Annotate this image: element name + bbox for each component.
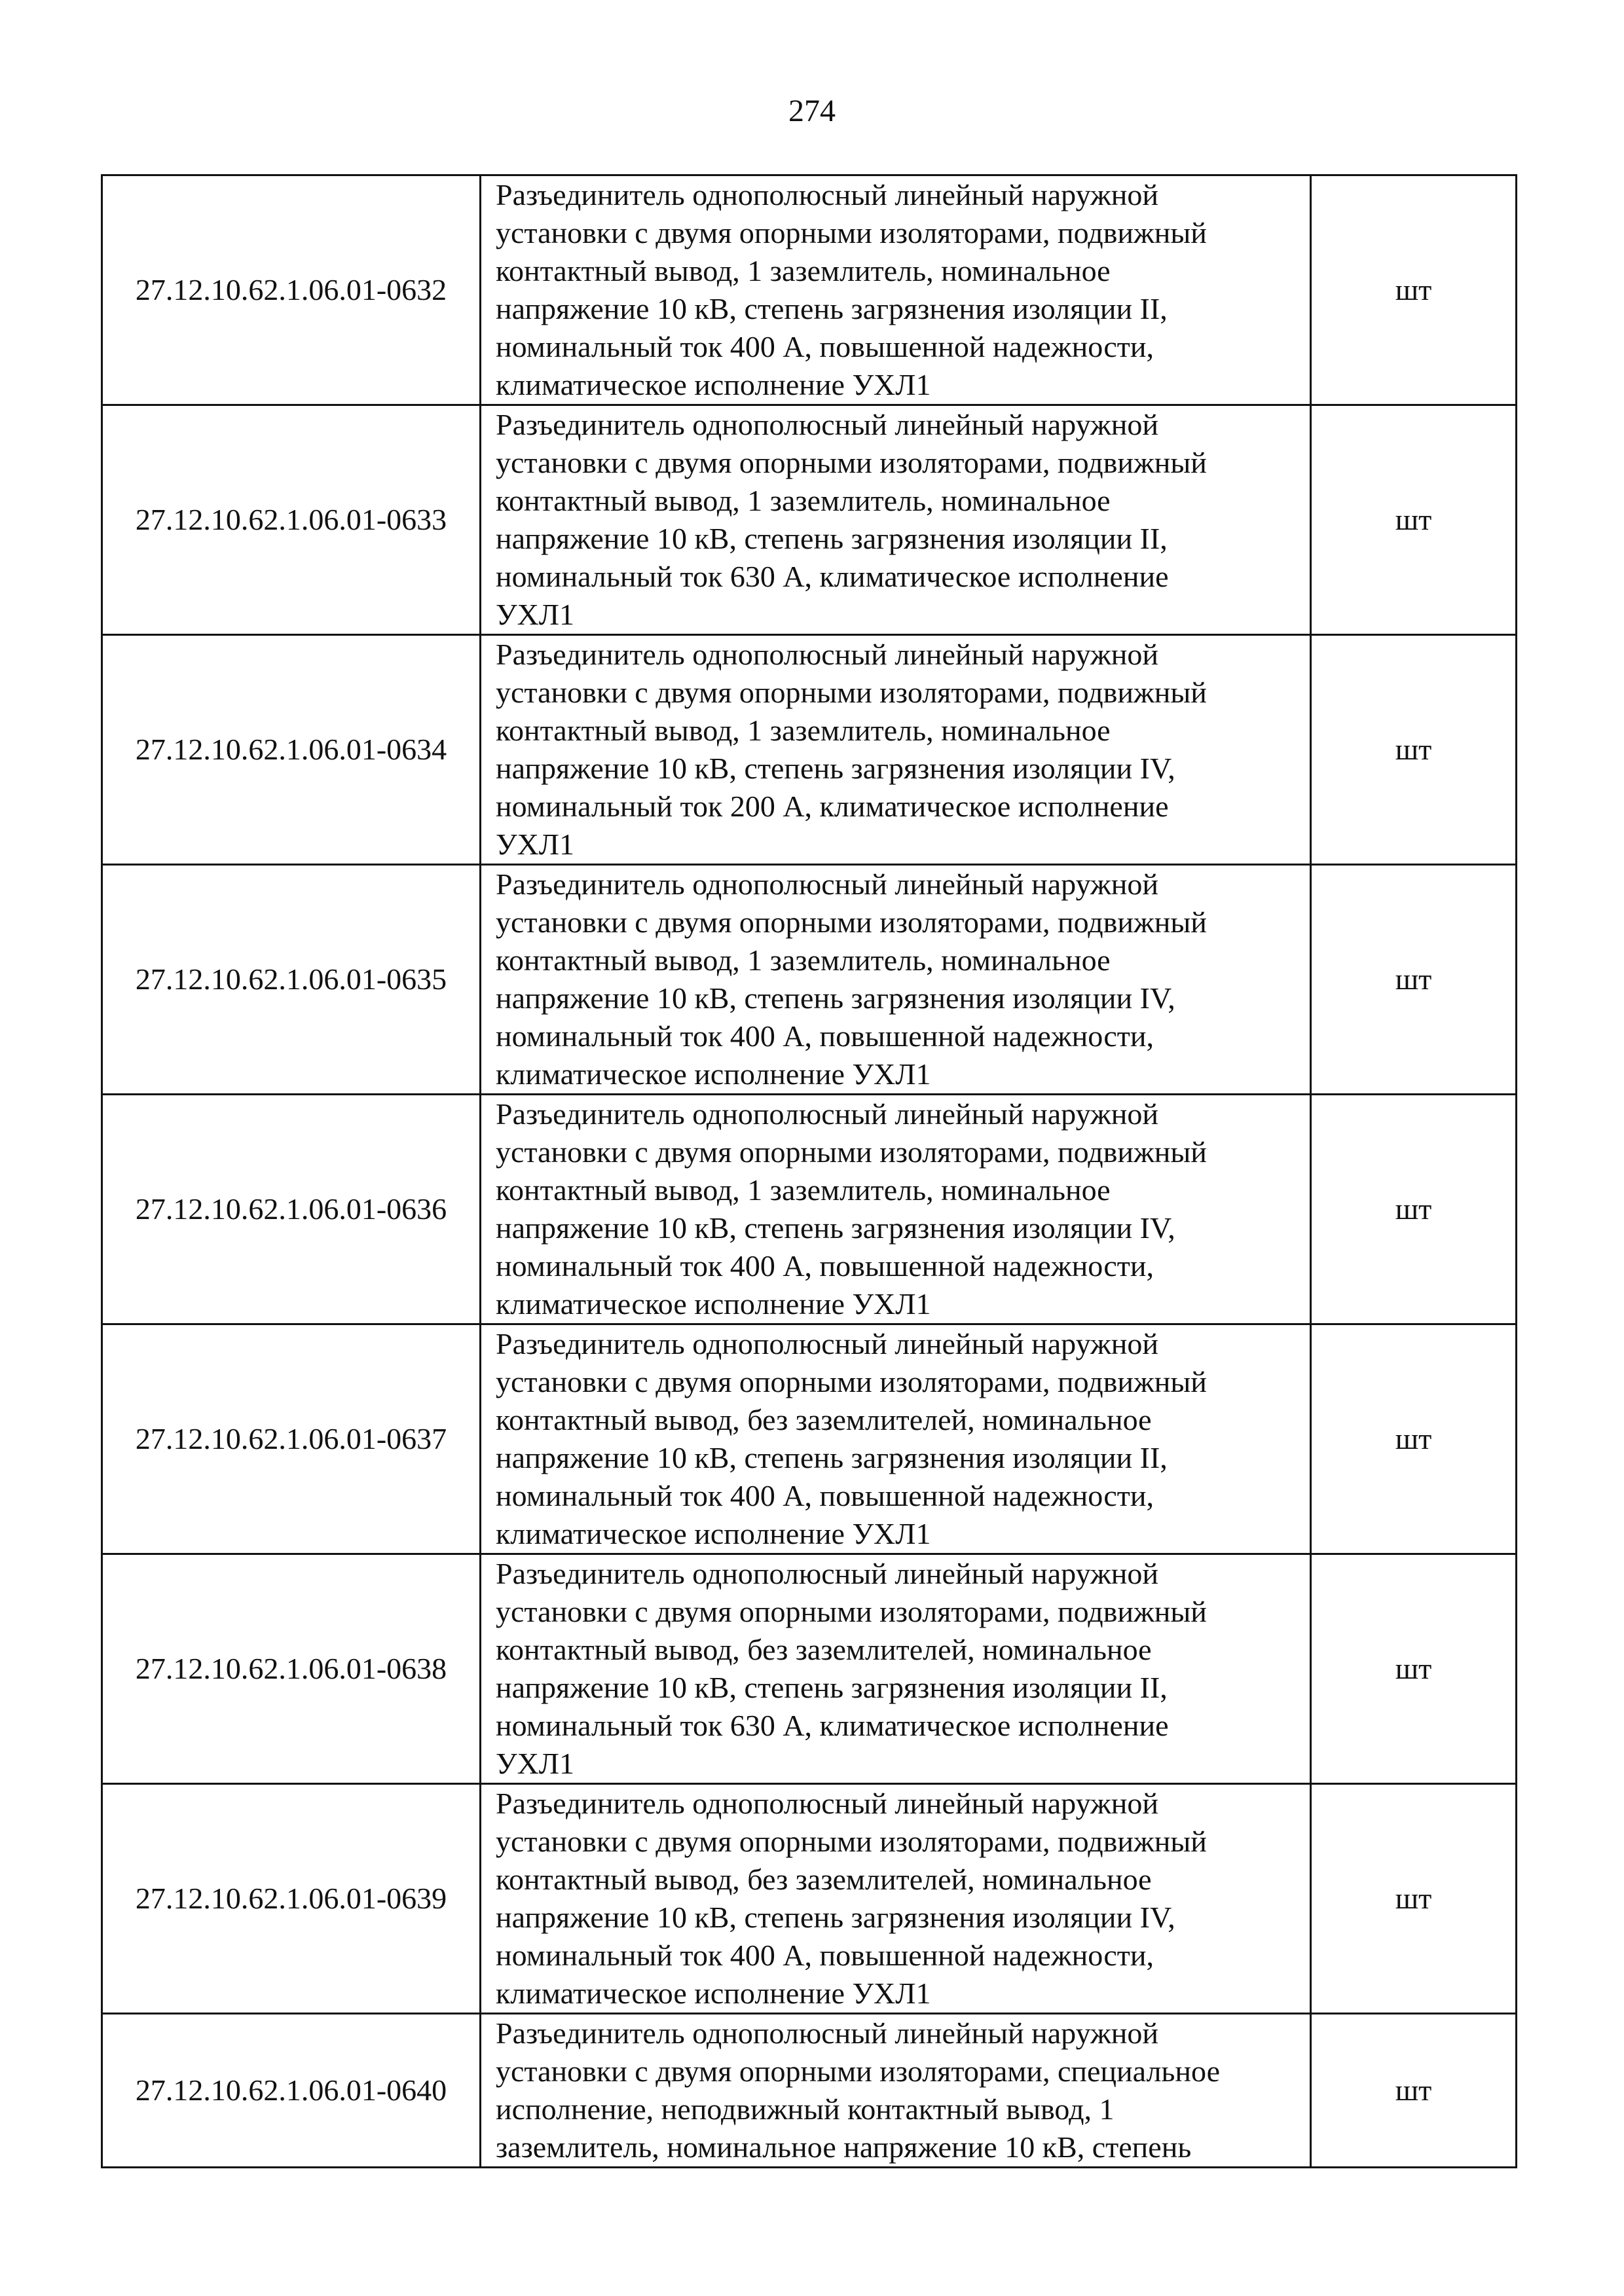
item-description: [481, 405, 1311, 635]
item-code: 27.12.10.62.1.06.01-0637: [102, 1324, 481, 1554]
description-line: установки с двумя опорными изоляторами, подвижный: [496, 1825, 1207, 1858]
description-line: установки с двумя опорными изоляторами, подвижный: [496, 676, 1207, 709]
description-line: контактный вывод, 1 заземлитель, номинальное: [496, 484, 1111, 517]
description-line: установки с двумя опорными изоляторами, подвижный: [496, 446, 1207, 479]
description-line: контактный вывод, 1 заземлитель, номинальное: [496, 1173, 1111, 1207]
table-body: [102, 175, 1517, 2168]
description-line: УХЛ1: [496, 1747, 574, 1780]
description-line: напряжение 10 кВ, степень загрязнения изоляции II,: [496, 1671, 1168, 1704]
description-line: Разъединитель однополюсный линейный наружной: [496, 867, 1158, 901]
spec-table: [101, 174, 1517, 2168]
item-unit: шт: [1311, 1095, 1517, 1324]
item-unit: шт: [1311, 1784, 1517, 2014]
description-line: напряжение 10 кВ, степень загрязнения изоляции IV,: [496, 981, 1175, 1015]
description-line: климатическое исполнение УХЛ1: [496, 368, 931, 401]
page-number: 274: [788, 94, 836, 128]
item-description: [481, 175, 1311, 405]
item-description: [481, 635, 1311, 865]
table-row: [102, 1554, 1517, 1784]
description-line: напряжение 10 кВ, степень загрязнения изоляции IV,: [496, 1901, 1175, 1934]
description-line: номинальный ток 630 А, климатическое исполнение: [496, 560, 1169, 593]
table-row: [102, 1324, 1517, 1554]
description-line: УХЛ1: [496, 598, 574, 631]
description-line: Разъединитель однополюсный линейный наружной: [496, 2016, 1158, 2050]
item-description: [481, 865, 1311, 1095]
item-code: 27.12.10.62.1.06.01-0634: [102, 635, 481, 865]
description-line: номинальный ток 400 А, повышенной надежности,: [496, 1939, 1154, 1972]
table-row: [102, 635, 1517, 865]
item-code: 27.12.10.62.1.06.01-0632: [102, 175, 481, 405]
item-unit: шт: [1311, 635, 1517, 865]
description-line: заземлитель, номинальное напряжение 10 кВ, степень: [496, 2130, 1192, 2164]
description-line: климатическое исполнение УХЛ1: [496, 1057, 931, 1091]
description-line: климатическое исполнение УХЛ1: [496, 1977, 931, 2010]
description-line: номинальный ток 200 А, климатическое исполнение: [496, 790, 1169, 823]
description-line: установки с двумя опорными изоляторами, специальное: [496, 2054, 1220, 2088]
table-row: [102, 1095, 1517, 1324]
item-unit: шт: [1311, 175, 1517, 405]
description-line: Разъединитель однополюсный линейный наружной: [496, 408, 1158, 441]
description-line: напряжение 10 кВ, степень загрязнения изоляции II,: [496, 292, 1168, 325]
table-row: [102, 405, 1517, 635]
description-line: контактный вывод, без заземлителей, номинальное: [496, 1633, 1152, 1666]
description-line: напряжение 10 кВ, степень загрязнения изоляции II,: [496, 522, 1168, 555]
item-description: [481, 1784, 1311, 2014]
description-line: климатическое исполнение УХЛ1: [496, 1287, 931, 1321]
description-line: климатическое исполнение УХЛ1: [496, 1517, 931, 1550]
description-line: Разъединитель однополюсный линейный наружной: [496, 1097, 1158, 1131]
description-line: напряжение 10 кВ, степень загрязнения изоляции IV,: [496, 752, 1175, 785]
table-row: [102, 175, 1517, 405]
item-unit: шт: [1311, 1554, 1517, 1784]
description-line: установки с двумя опорными изоляторами, подвижный: [496, 1135, 1207, 1169]
description-line: установки с двумя опорными изоляторами, подвижный: [496, 1365, 1207, 1398]
table-row: [102, 2014, 1517, 2168]
item-code: 27.12.10.62.1.06.01-0639: [102, 1784, 481, 2014]
item-unit: шт: [1311, 405, 1517, 635]
table-row: [102, 1784, 1517, 2014]
description-line: установки с двумя опорными изоляторами, подвижный: [496, 1595, 1207, 1628]
description-line: Разъединитель однополюсный линейный наружной: [496, 1557, 1158, 1590]
description-line: установки с двумя опорными изоляторами, подвижный: [496, 905, 1207, 939]
description-line: установки с двумя опорными изоляторами, подвижный: [496, 216, 1207, 249]
description-line: контактный вывод, 1 заземлитель, номинальное: [496, 943, 1111, 977]
item-unit: шт: [1311, 1324, 1517, 1554]
description-line: исполнение, неподвижный контактный вывод, 1: [496, 2092, 1115, 2126]
description-line: номинальный ток 400 А, повышенной надежности,: [496, 330, 1154, 363]
description-line: Разъединитель однополюсный линейный наружной: [496, 178, 1158, 211]
item-code: 27.12.10.62.1.06.01-0640: [102, 2014, 481, 2168]
description-line: номинальный ток 400 А, повышенной надежности,: [496, 1019, 1154, 1053]
description-line: напряжение 10 кВ, степень загрязнения изоляции II,: [496, 1441, 1168, 1474]
description-line: Разъединитель однополюсный линейный наружной: [496, 1787, 1158, 1820]
description-line: напряжение 10 кВ, степень загрязнения изоляции IV,: [496, 1211, 1175, 1245]
item-unit: шт: [1311, 2014, 1517, 2168]
item-description: [481, 1095, 1311, 1324]
description-line: номинальный ток 630 А, климатическое исполнение: [496, 1709, 1169, 1742]
table-row: [102, 865, 1517, 1095]
description-line: номинальный ток 400 А, повышенной надежности,: [496, 1249, 1154, 1283]
item-code: 27.12.10.62.1.06.01-0633: [102, 405, 481, 635]
item-description: [481, 1554, 1311, 1784]
description-line: контактный вывод, 1 заземлитель, номинальное: [496, 254, 1111, 287]
description-line: УХЛ1: [496, 828, 574, 861]
description-line: Разъединитель однополюсный линейный наружной: [496, 638, 1158, 671]
item-description: [481, 2014, 1311, 2168]
item-description: [481, 1324, 1311, 1554]
item-code: 27.12.10.62.1.06.01-0638: [102, 1554, 481, 1784]
item-unit: шт: [1311, 865, 1517, 1095]
item-code: 27.12.10.62.1.06.01-0636: [102, 1095, 481, 1324]
description-line: контактный вывод, без заземлителей, номинальное: [496, 1863, 1152, 1896]
description-line: Разъединитель однополюсный линейный наружной: [496, 1327, 1158, 1360]
description-line: контактный вывод, 1 заземлитель, номинальное: [496, 714, 1111, 747]
description-line: номинальный ток 400 А, повышенной надежности,: [496, 1479, 1154, 1512]
description-line: контактный вывод, без заземлителей, номинальное: [496, 1403, 1152, 1436]
item-code: 27.12.10.62.1.06.01-0635: [102, 865, 481, 1095]
